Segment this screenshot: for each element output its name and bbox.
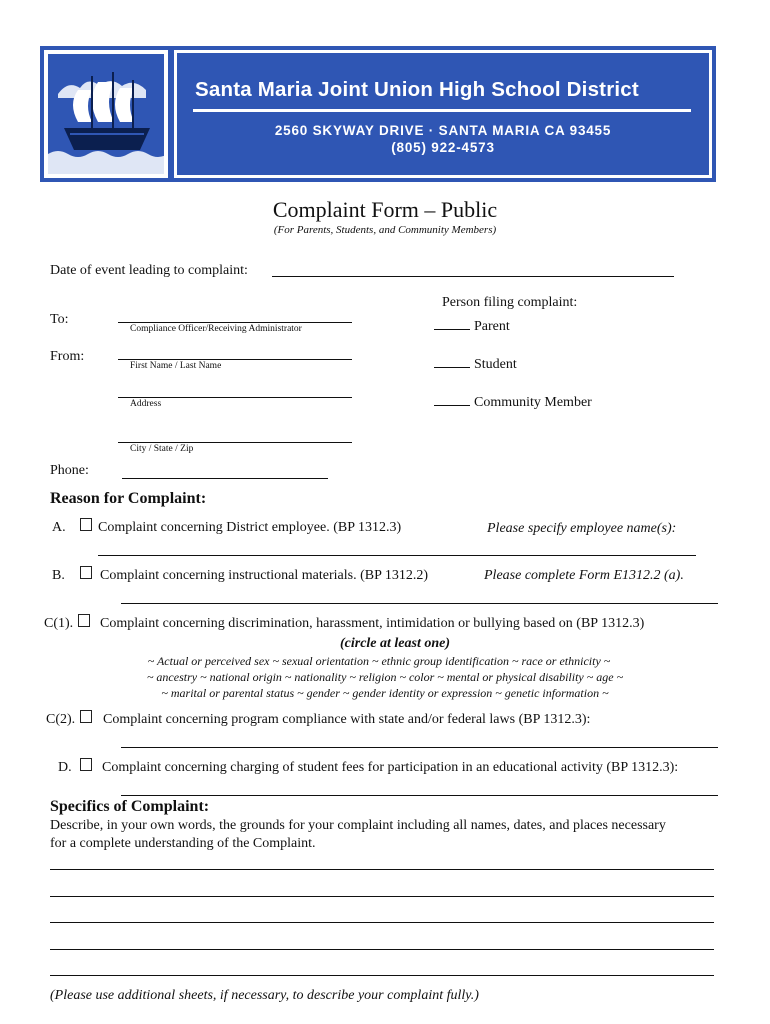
- reason-c1-text: Complaint concerning discrimination, harassment, intimidation or bullying based on (BP 1312.3): [100, 616, 645, 631]
- district-address: 2560 SKYWAY DRIVE · SANTA MARIA CA 93455: [274, 123, 612, 138]
- to-caption: Compliance Officer/Receiving Administrator: [130, 324, 302, 334]
- reason-b-text: Complaint concerning instructional materials. (BP 1312.2): [100, 568, 429, 583]
- reason-c1-line3: ~ marital or parental status ~ gender ~ gender identity or expression ~ genetic information ~: [161, 686, 609, 700]
- specifics-line[interactable]: [50, 896, 714, 897]
- specifics-footer: (Please use additional sheets, if necessary, to describe your complaint fully.): [50, 988, 479, 1003]
- reason-c2-text: Complaint concerning program compliance with state and/or federal laws (BP 1312.3):: [103, 712, 591, 727]
- specifics-line[interactable]: [50, 869, 714, 870]
- district-name: Santa Maria Joint Union High School District: [195, 78, 639, 101]
- reason-a-text: Complaint concerning District employee. (BP 1312.3): [98, 520, 402, 535]
- form-title: Complaint Form – Public: [272, 197, 498, 222]
- name-field[interactable]: [118, 359, 352, 360]
- district-header: [40, 46, 716, 182]
- reason-heading: Reason for Complaint:: [50, 490, 207, 507]
- reason-a-note: Please specify employee name(s):: [487, 521, 677, 536]
- phone-field[interactable]: [122, 478, 328, 479]
- district-title-box: [174, 50, 712, 178]
- reason-a-letter: A.: [52, 520, 66, 535]
- reason-c2-letter: C(2).: [46, 712, 76, 727]
- reason-c1-letter: C(1).: [44, 616, 74, 631]
- reason-a-checkbox[interactable]: [80, 518, 92, 531]
- reason-b-checkbox[interactable]: [80, 566, 92, 579]
- address-caption: Address: [130, 399, 162, 409]
- reason-c1-circle: (circle at least one): [339, 636, 451, 651]
- reason-b-field[interactable]: [121, 603, 718, 604]
- reason-d-letter: D.: [58, 760, 72, 775]
- logo-frame: [44, 50, 168, 178]
- city-caption: City / State / Zip: [130, 444, 194, 454]
- city-field[interactable]: [118, 442, 352, 443]
- parent-blank[interactable]: [434, 319, 470, 330]
- reason-c1-line1: ~ Actual or perceived sex ~ sexual orientation ~ ethnic group identification ~ race or ethnicity ~: [147, 654, 611, 668]
- district-phone: (805) 922-4573: [391, 140, 495, 155]
- date-label: Date of event leading to complaint:: [50, 263, 248, 278]
- galleon-ship-logo: [48, 54, 164, 174]
- specifics-line[interactable]: [50, 975, 714, 976]
- reason-d-text: Complaint concerning charging of student fees for participation in an educational activity (BP 1312.3):: [102, 760, 679, 775]
- employee-name-field[interactable]: [98, 555, 696, 556]
- reason-b-note: Please complete Form E1312.2 (a).: [484, 568, 684, 583]
- date-field[interactable]: [272, 276, 674, 277]
- reason-c1-line2: ~ ancestry ~ national origin ~ nationality ~ religion ~ color ~ mental or physical disability ~ age ~: [146, 670, 624, 684]
- specifics-instructions-line1: Describe, in your own words, the grounds for your complaint including all names, dates, and places necessary: [50, 818, 666, 833]
- student-blank[interactable]: [434, 357, 470, 368]
- filer-option-community[interactable]: Community Member: [434, 395, 592, 411]
- to-field[interactable]: [118, 322, 352, 323]
- reason-c1-checkbox[interactable]: [78, 614, 90, 627]
- filer-option-student[interactable]: Student: [434, 357, 517, 373]
- reason-d-checkbox[interactable]: [80, 758, 92, 771]
- to-label: To:: [50, 312, 69, 327]
- filer-label: Person filing complaint:: [442, 295, 578, 310]
- form-subtitle: (For Parents, Students, and Community Members): [273, 224, 497, 236]
- reason-c2-checkbox[interactable]: [80, 710, 92, 723]
- specifics-heading: Specifics of Complaint:: [50, 798, 210, 815]
- phone-label: Phone:: [50, 463, 89, 478]
- address-field[interactable]: [118, 397, 352, 398]
- reason-c2-field[interactable]: [121, 747, 718, 748]
- reason-b-letter: B.: [52, 568, 65, 583]
- ship-icon: [48, 54, 164, 174]
- name-caption: First Name / Last Name: [130, 361, 222, 371]
- specifics-instructions-line2: for a complete understanding of the Complaint.: [50, 836, 316, 851]
- filer-option-parent[interactable]: Parent: [434, 319, 510, 335]
- title-divider: [193, 109, 691, 112]
- from-label: From:: [50, 349, 85, 364]
- specifics-line[interactable]: [50, 922, 714, 923]
- community-blank[interactable]: [434, 395, 470, 406]
- reason-d-field[interactable]: [121, 795, 718, 796]
- specifics-line[interactable]: [50, 949, 714, 950]
